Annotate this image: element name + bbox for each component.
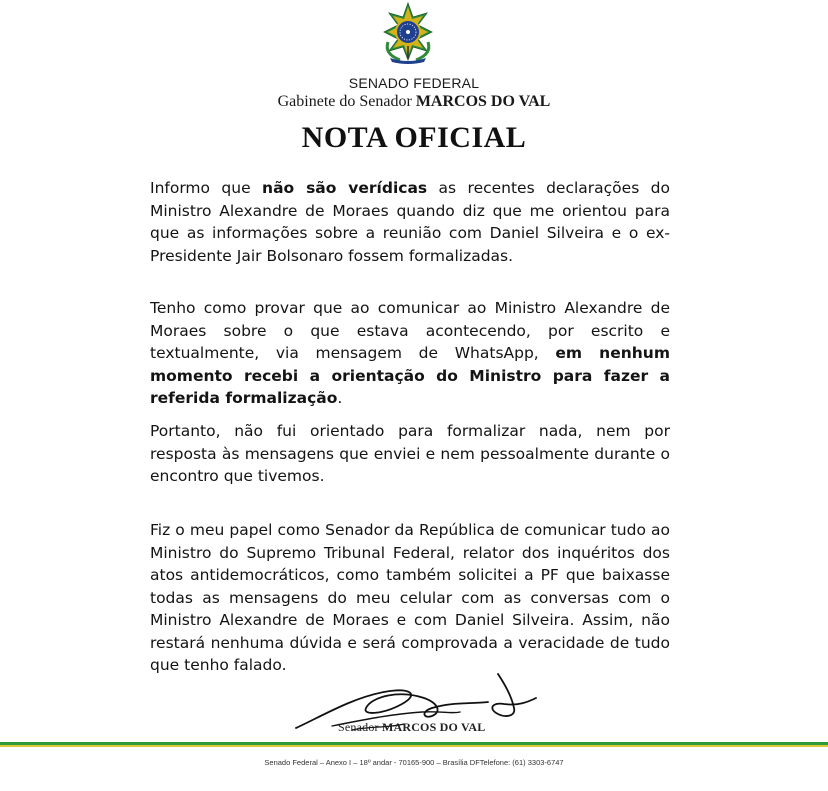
paragraph-2-text-a: Tenho como provar que ao comunicar ao Ministro Alexandre de Moraes sobre o que estava acontecendo, por escrito e textualmente, via mensagem de WhatsApp,	[150, 299, 670, 362]
paragraph-1	[150, 177, 670, 267]
paragraph-2	[150, 297, 670, 410]
paragraph-1-text-b: as recentes declarações do Ministro Alexandre de Moraes quando diz que me orientou para que as informações sobre a reunião com Daniel Silveira e o ex-Presidente Jair Bolsonaro fossem formalizadas.	[150, 179, 671, 265]
coat-of-arms-emblem	[378, 2, 438, 64]
paragraph-2-text-b: .	[337, 389, 343, 407]
paragraph-3: Portanto, não fui orientado para formalizar nada, nem por resposta às mensagens que enviei e nem pessoalmente durante o encontro que tivemos.	[150, 422, 670, 485]
footer-divider-yellow	[0, 745, 828, 747]
senator-name: MARCOS DO VAL	[415, 93, 551, 110]
signature-senator-name: MARCOS DO VAL	[381, 720, 486, 734]
office-prefix: Gabinete do Senador	[277, 93, 412, 110]
paragraph-1-text-a: Informo que	[150, 179, 263, 197]
org-name: SENADO FEDERAL	[348, 75, 480, 91]
signature-prefix: Senador	[338, 720, 379, 734]
paragraph-4: Fiz o meu papel como Senador da República de comunicar tudo ao Ministro do Supremo Tribunal Federal, relator dos inquéritos dos atos antidemocráticos, como também solicitei a PF que baixasse todas as mensagens do meu celular com as conversas com o Ministro Alexandre de Moraes e com Daniel Silveira. Assim, não restará nenhuma dúvida e será comprovada a veracidade de tudo que tenho falado.	[150, 521, 670, 674]
paragraph-2-bold: em nenhum momento recebi a orientação do Ministro para fazer a referida formalização	[150, 344, 670, 407]
office-line	[0, 93, 828, 111]
document-title: NOTA OFICIAL	[301, 121, 527, 154]
signature-name	[338, 720, 485, 735]
footer-address: Senado Federal – Anexo I – 18º andar - 70165-900 – Brasília DFTelefone: (61) 3303-6747	[264, 758, 564, 767]
paragraph-1-bold: não são verídicas	[262, 179, 428, 197]
